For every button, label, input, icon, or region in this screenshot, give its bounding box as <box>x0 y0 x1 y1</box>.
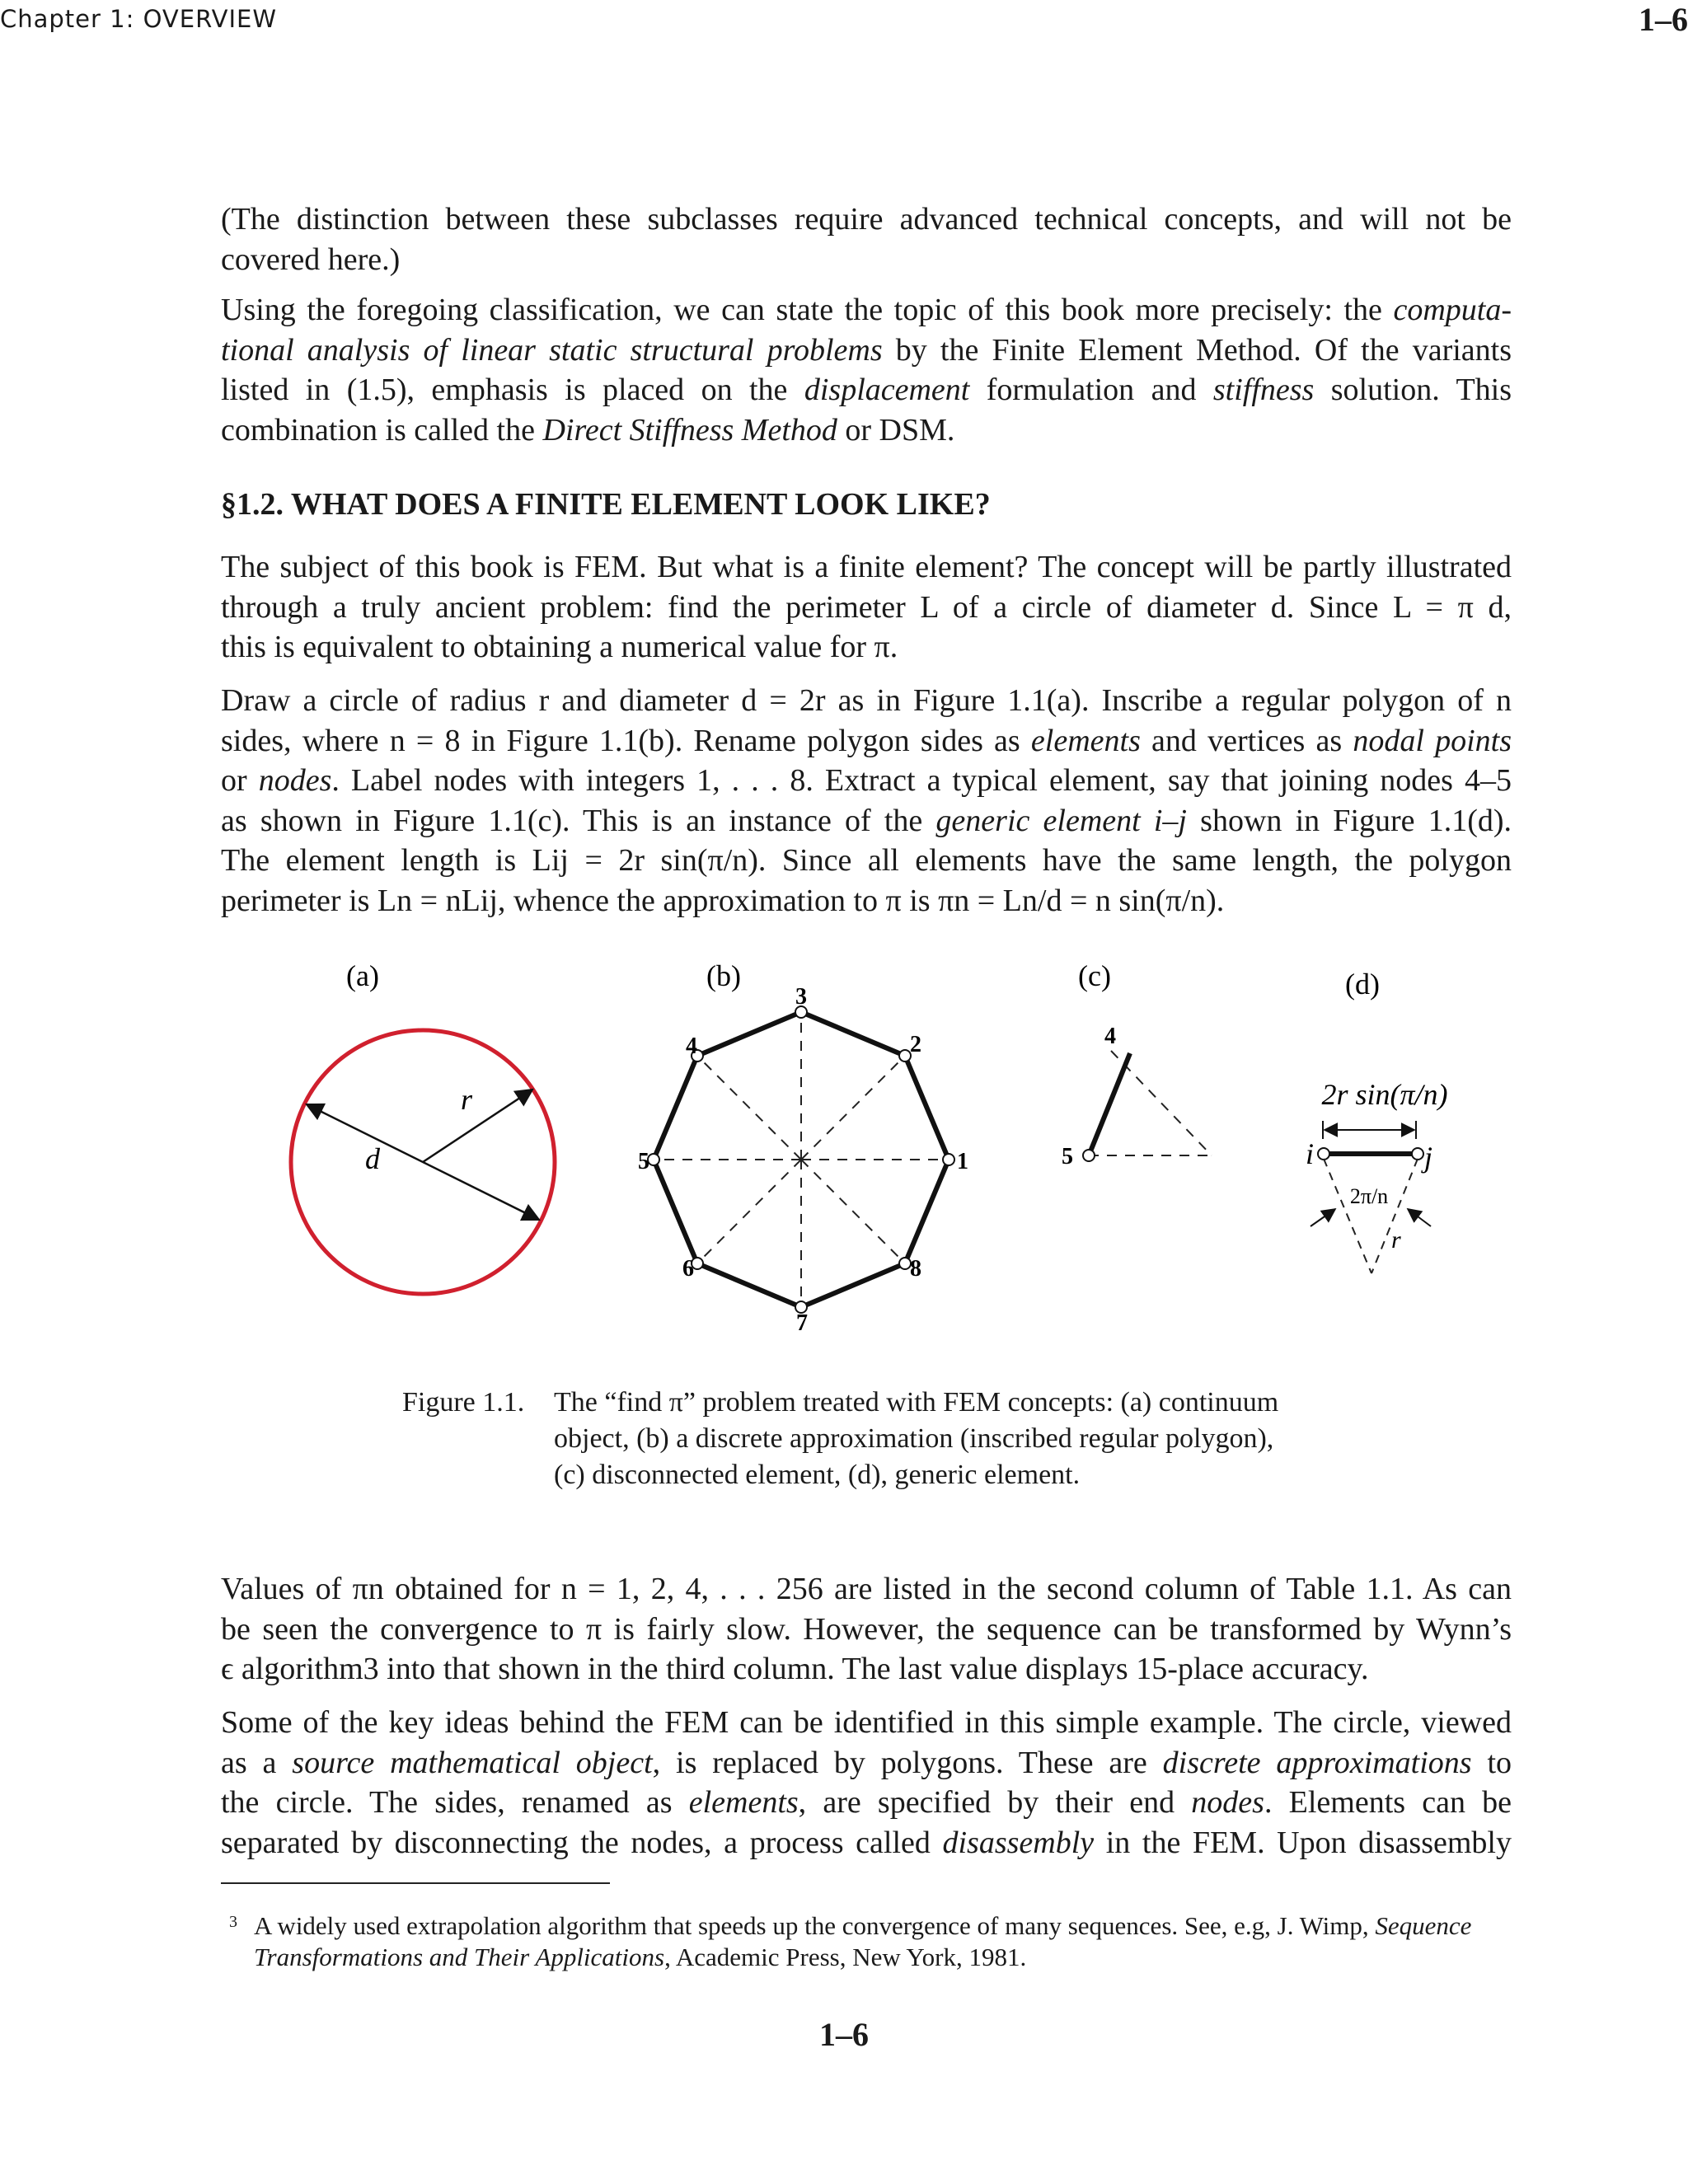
node-label: 2 <box>910 1032 921 1057</box>
text-line: or nodes. Label nodes with integers 1, . . . 8. Extract a typical element, say that joining nodes 4–5 <box>221 763 1512 798</box>
text-line: be seen the convergence to π is fairly slow. However, the sequence can be transformed by Wynn’s <box>221 1611 1512 1647</box>
scope-paragraph <box>221 290 1512 450</box>
node-label: 4 <box>686 1033 697 1059</box>
node-label: 3 <box>795 984 807 1010</box>
element-4-5 <box>1089 1053 1130 1155</box>
text-line: sides, where n = 8 in Figure 1.1(b). Rename polygon sides as elements and vertices as nodal points <box>221 723 1512 758</box>
angle-label: 2π/n <box>1349 1184 1389 1208</box>
text-line: Using the foregoing classification, we can state the topic of this book more precisely: the computa- <box>221 293 1512 327</box>
figure-caption <box>402 1385 1391 1493</box>
panel-label-d: (d) <box>1345 968 1380 1001</box>
text-line: covered here.) <box>221 241 401 277</box>
page-number-bottom: 1–6 <box>819 2016 869 2053</box>
page-number-top: 1–6 <box>1639 1 1688 38</box>
footnote-line: 3 A widely used extrapolation algorithm that speeds up the convergence of many sequences. See, e.g, J. Wimp, Sequence <box>229 1911 1472 1940</box>
footnote-line: Transformations and Their Applications, Academic Press, New York, 1981. <box>254 1943 1027 1971</box>
text-line: separated by disconnecting the nodes, a process called disassembly in the FEM. Upon disassembly <box>221 1825 1512 1860</box>
node-label: 7 <box>796 1310 808 1335</box>
panel-label-b: (b) <box>706 959 741 992</box>
node-j-label: j <box>1424 1141 1433 1174</box>
running-head <box>0 0 1688 41</box>
construction-paragraph <box>221 681 1512 921</box>
footnote-rule <box>221 1882 610 1884</box>
key-ideas-paragraph <box>221 1703 1512 1863</box>
node-label: 5 <box>638 1149 649 1174</box>
node-i-label: i <box>1306 1137 1315 1170</box>
figure-1-1 <box>221 948 1512 1335</box>
node-label: 6 <box>682 1256 694 1282</box>
convergence-paragraph <box>221 1569 1512 1690</box>
section-heading: §1.2. WHAT DOES A FINITE ELEMENT LOOK LIKE? <box>221 487 991 522</box>
diameter-label: d <box>365 1142 380 1175</box>
node-label: 5 <box>1062 1144 1073 1169</box>
element-length-label: 2r sin(π/n) <box>1321 1078 1448 1111</box>
text-line: perimeter is Ln = nLij, whence the approximation to π is πn = Ln/d = n sin(π/n). <box>221 883 1225 918</box>
text-line: as a source mathematical object, is replaced by polygons. These are discrete approximations to <box>221 1745 1512 1780</box>
text-line: this is equivalent to obtaining a numerical value for π. <box>221 630 898 664</box>
text-line: Some of the key ideas behind the FEM can be identified in this simple example. The circle, viewed <box>221 1705 1512 1740</box>
panel-label-c: (c) <box>1078 959 1111 992</box>
text-line: combination is called the Direct Stiffness Method or DSM. <box>221 412 955 448</box>
text-line: The element length is Lij = 2r sin(π/n). Since all elements have the same length, the polygon <box>221 843 1512 878</box>
text-line: as shown in Figure 1.1(c). This is an instance of the generic element i–j shown in Figure 1.1(d). <box>221 803 1512 838</box>
problem-paragraph <box>221 547 1512 668</box>
node-label: 8 <box>910 1256 921 1282</box>
intro-paragraph <box>221 199 1512 279</box>
caption-line: Figure 1.1. The “find π” problem treated with FEM concepts: (a) continuum <box>402 1385 1391 1421</box>
text-line: the circle. The sides, renamed as elements, are specified by their end nodes. Elements can be <box>221 1785 1512 1820</box>
caption-line: (c) disconnected element, (d), generic element. <box>554 1460 1081 1490</box>
text-line: tional analysis of linear static structural problems by the Finite Element Method. Of the variants <box>221 332 1512 368</box>
text-line: through a truly ancient problem: find the perimeter L of a circle of diameter d. Since L = π d, <box>221 589 1512 625</box>
caption-line: object, (b) a discrete approximation (inscribed regular polygon), <box>554 1423 1274 1454</box>
radius-label: r <box>460 1083 473 1116</box>
text-line: Draw a circle of radius r and diameter d = 2r as in Figure 1.1(a). Inscribe a regular polygon of n <box>221 683 1512 718</box>
footnote <box>221 1910 1512 1973</box>
text-line: Values of πn obtained for n = 1, 2, 4, . . . 256 are listed in the second column of Table 1.1. As can <box>221 1572 1512 1606</box>
radius-label-d: r <box>1391 1226 1401 1254</box>
text-line: ϵ algorithm3 into that shown in the third column. The last value displays 15-place accuracy. <box>221 1652 1369 1686</box>
radius-arrow <box>423 1090 532 1162</box>
node-label: 1 <box>957 1149 968 1174</box>
caption-label: Figure 1.1. <box>402 1387 525 1418</box>
panel-label-a: (a) <box>346 959 379 992</box>
chapter-title: Chapter 1: OVERVIEW <box>0 5 278 33</box>
node-label: 4 <box>1104 1024 1116 1049</box>
text-line: listed in (1.5), emphasis is placed on the displacement formulation and stiffness solution. This <box>221 373 1512 407</box>
text-line: The subject of this book is FEM. But what is a finite element? The concept will be partly illustrated <box>221 550 1512 584</box>
text-line: (The distinction between these subclasses require advanced technical concepts, and will not be <box>221 202 1512 237</box>
